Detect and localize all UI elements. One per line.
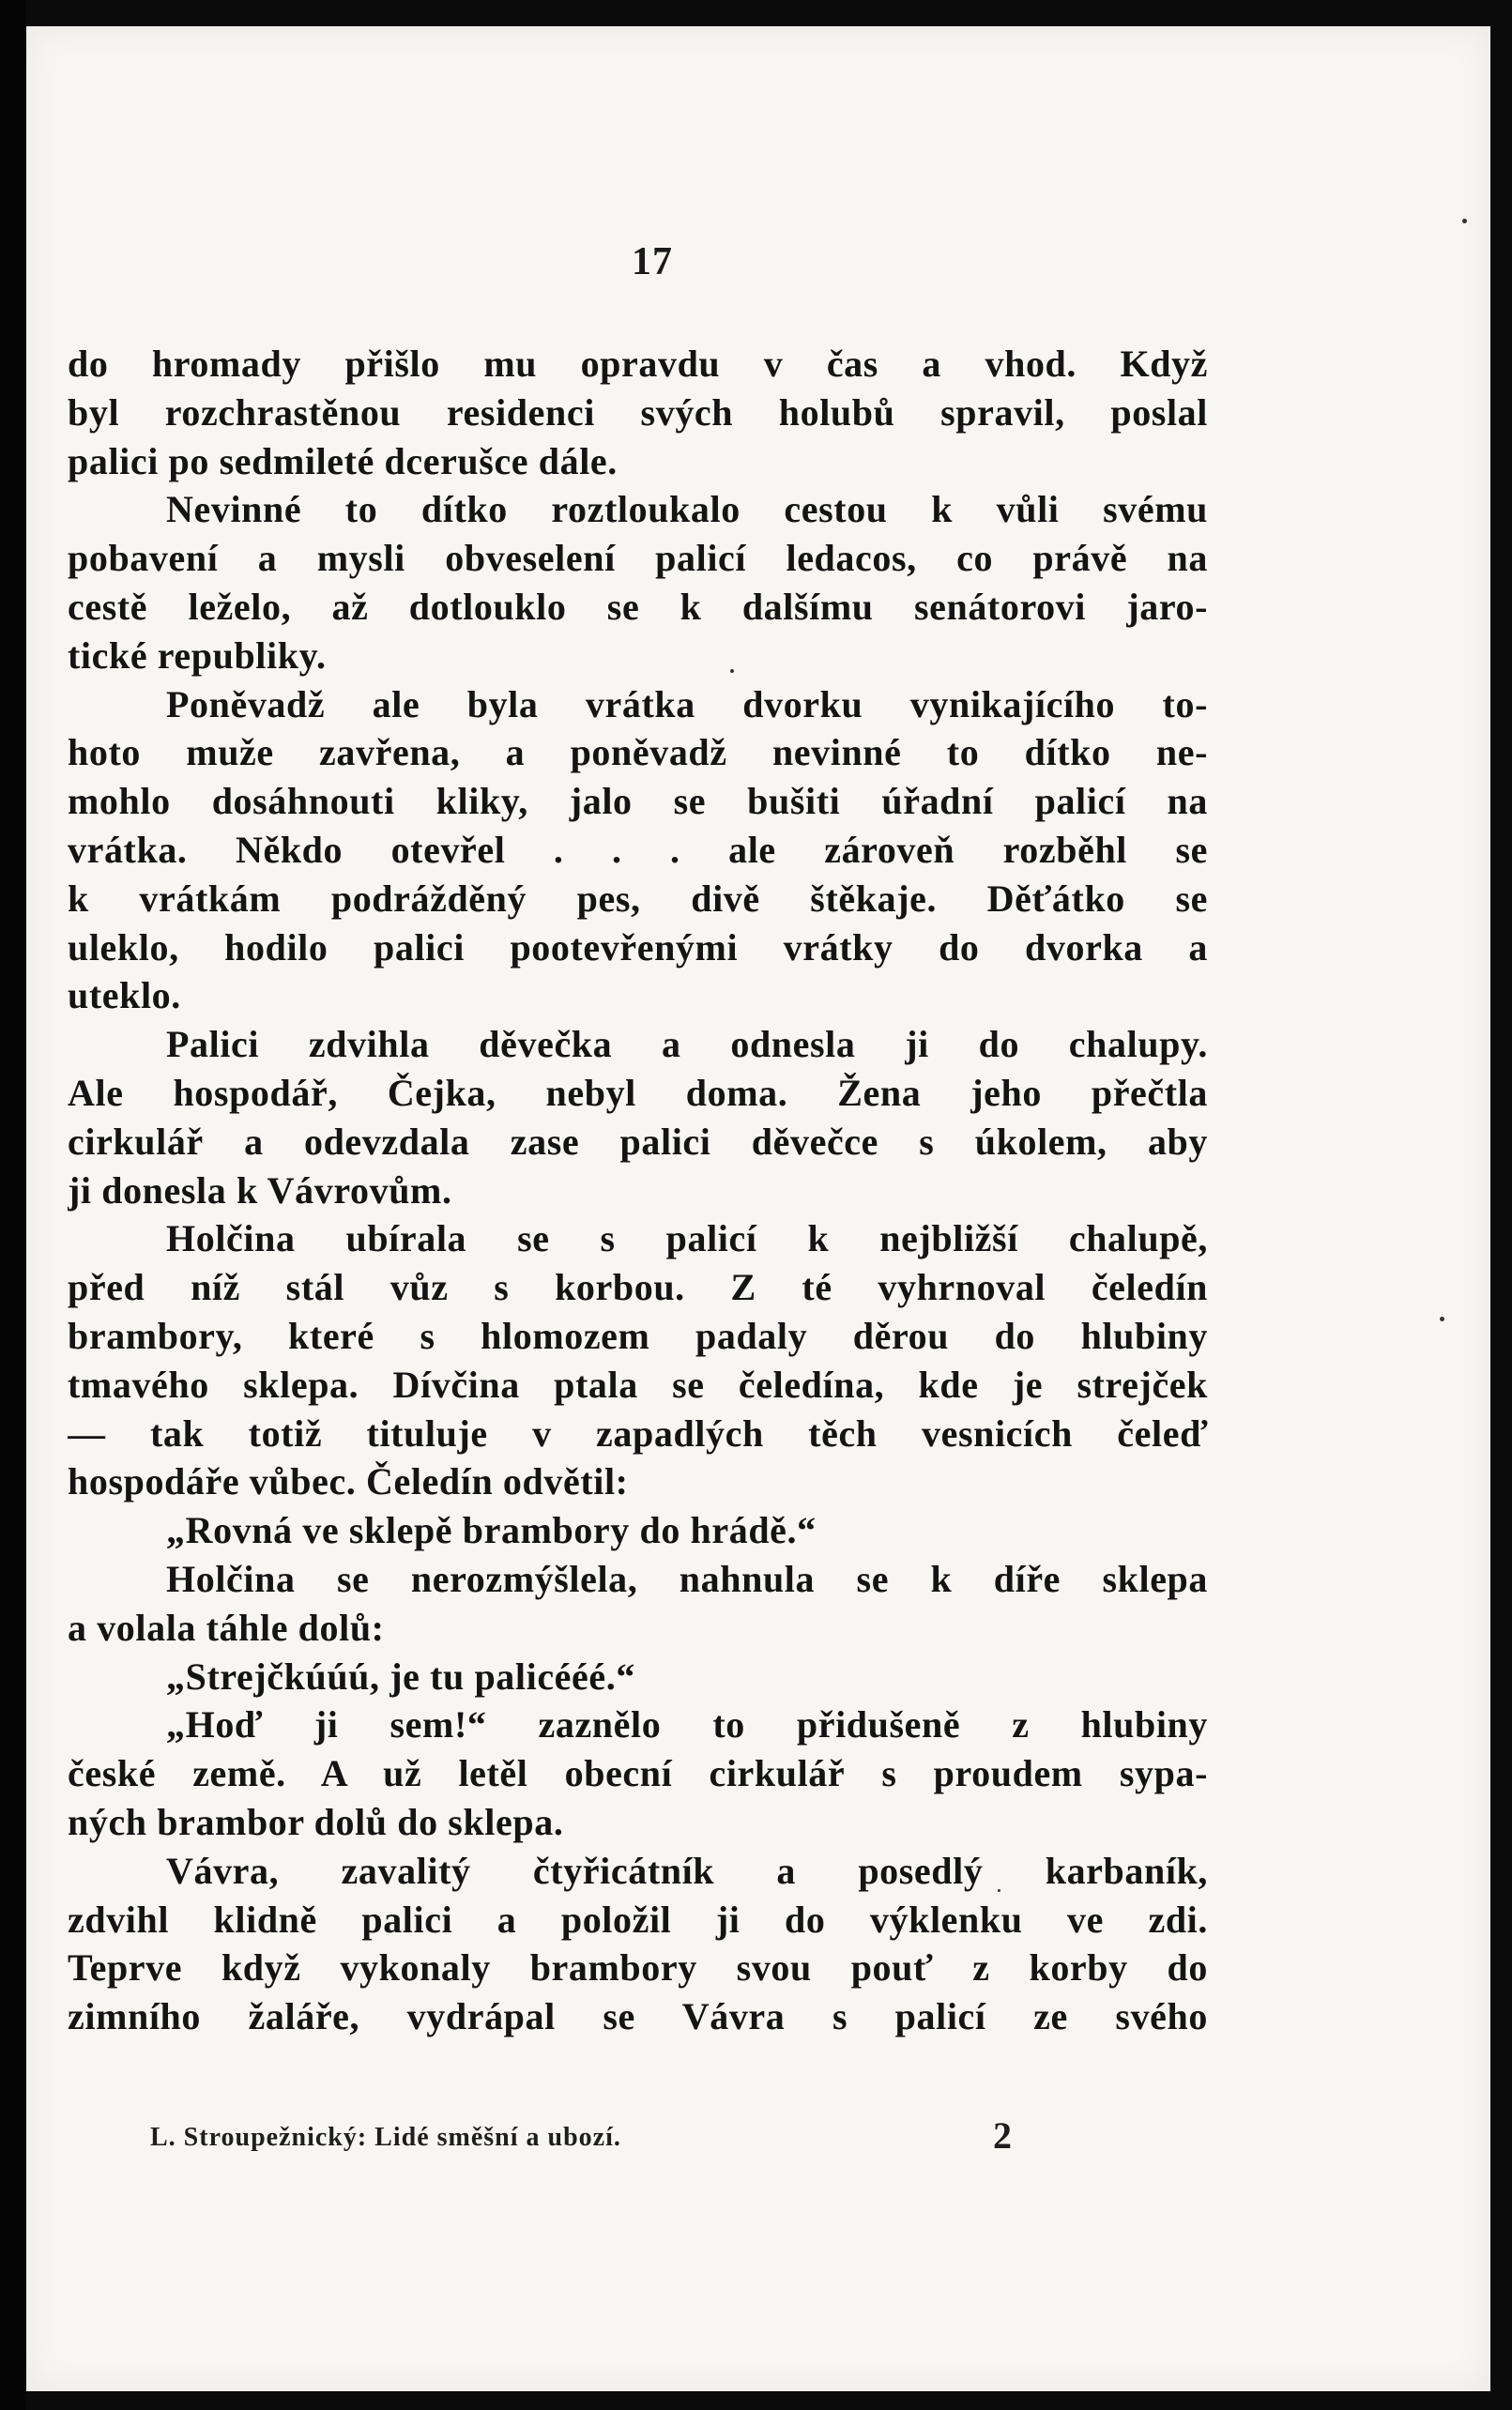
print-speck [1440,1317,1444,1321]
footer-signature: L. Stroupežnický: Lidé směšní a ubozí. [150,2123,621,2152]
text-line: hospodáře vůbec. Čeledín odvětil: [68,1460,629,1503]
text-line: Vávra, zavalitý čtyřicátník a posedlý karbaník, [166,1849,1208,1892]
text-line: vrátka. Někdo otevřel . . . ale zároveň rozběhl se [68,828,1208,871]
text-line: — tak totiž tituluje v zapadlých těch vesnicích čeleď [68,1411,1208,1455]
text-line: tické republiky. [68,633,327,677]
text-line: uleklo, hodilo palici pootevřenými vrátky do dvorka a [68,925,1208,969]
text-line: uteklo. [68,974,181,1017]
text-line: zdvihl klidně palici a položil ji do výklenku ve zdi. [68,1898,1208,1941]
text-line: Holčina se nerozmýšlela, nahnula se k díře sklepa [166,1557,1208,1600]
text-line: k vrátkám podrážděný pes, divě štěkaje. Děťátko se [68,877,1208,920]
text-line: „Hoď ji sem!“ zaznělo to přidušeně z hlubiny [166,1703,1208,1746]
text-line: cestě leželo, až dotlouklo se k dalšímu senátorovi jaro- [68,585,1208,628]
footer-sheet-number: 2 [993,2114,1012,2157]
text-line: zimního žaláře, vydrápal se Vávra s palicí ze svého [68,1995,1208,2038]
text-line: brambory, které s hlomozem padaly děrou do hlubiny [68,1314,1208,1357]
text-line: „Strejčkúúú, je tu palicééé.“ [166,1655,635,1698]
scan-left-edge [0,0,26,2410]
text-line: ných brambor dolů do sklepa. [68,1800,564,1843]
text-line: cirkulář a odevzdala zase palici děvečce s úkolem, aby [68,1120,1208,1163]
text-line: ji donesla k Vávrovům. [68,1168,452,1212]
text-line: Ale hospodář, Čejka, nebyl doma. Žena jeho přečtla [68,1071,1208,1114]
text-line: „Rovná ve sklepě brambory do hrádě.“ [166,1509,817,1552]
text-line: Teprve když vykonaly brambory svou pouť z korby do [68,1946,1208,1990]
text-line: a volala táhle dolů: [68,1606,385,1649]
text-line: byl rozchrastěnou residenci svých holubů spravil, poslal [68,390,1208,434]
text-line: hoto muže zavřena, a poněvadž nevinné to dítko ne- [68,731,1208,774]
text-line: Holčina ubírala se s palicí k nejbližší chalupě, [166,1217,1208,1260]
text-line: palici po sedmileté dcerušce dále. [68,439,618,482]
text-line: mohlo dosáhnouti kliky, jalo se bušiti úřadní palicí na [68,780,1208,823]
print-speck [1462,219,1467,223]
text-line: Nevinné to dítko roztloukalo cestou k vůli svému [166,488,1208,531]
text-line: pobavení a mysli obveselení palicí ledacos, co právě na [68,537,1208,580]
text-line: před níž stál vůz s korbou. Z té vyhrnoval čeledín [68,1266,1208,1309]
text-line: české země. A už letěl obecní cirkulář s proudem sypa- [68,1752,1208,1795]
text-line: Palici zdvihla děvečka a odnesla ji do chalupy. [166,1023,1208,1066]
body-text [68,340,1208,2041]
text-line: do hromady přišlo mu opravdu v čas a vhod. Když [68,343,1208,385]
text-line: tmavého sklepa. Dívčina ptala se čeledína, kde je strejček [68,1363,1208,1406]
page-number: 17 [632,240,673,283]
text-line: Poněvadž ale byla vrátka dvorku vynikajícího to- [166,682,1208,725]
